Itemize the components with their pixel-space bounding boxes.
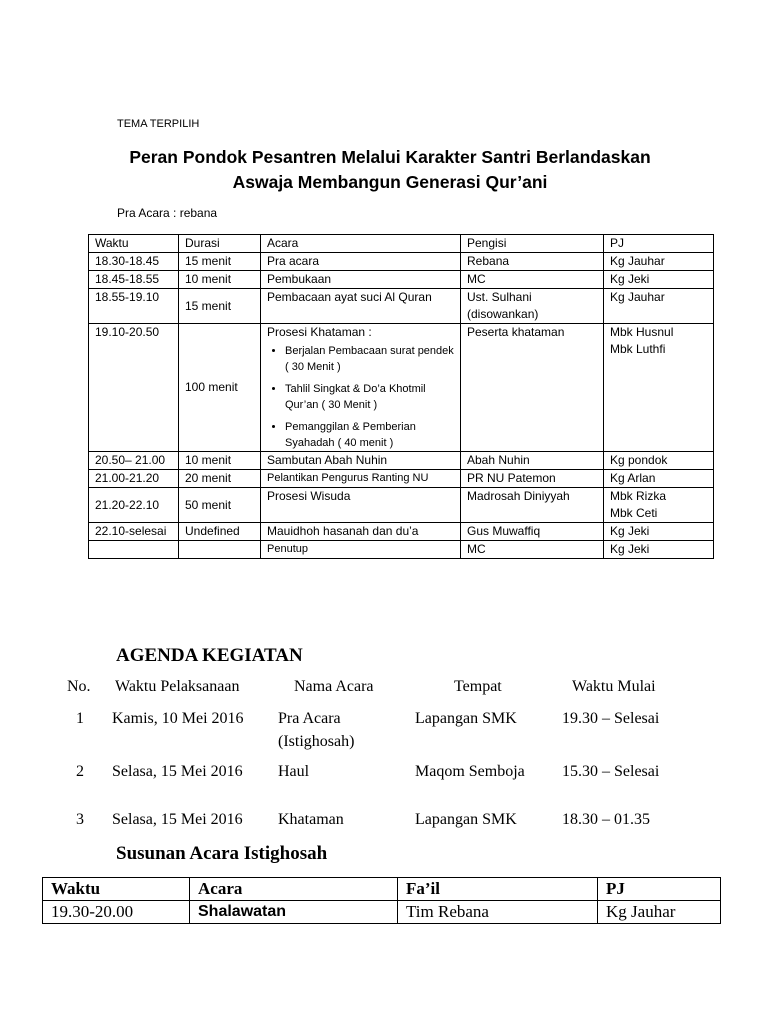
header-cell: Pengisi — [461, 235, 604, 253]
agenda-header-acara: Nama Acara — [294, 678, 374, 695]
table-row — [89, 523, 714, 541]
table-row — [89, 324, 714, 452]
acara-cell: Pra acara — [261, 253, 461, 271]
pengisi-name: Ust. Sulhani — [467, 290, 532, 304]
theme-label: TEMA TERPILIH — [117, 118, 200, 130]
pj-cell: Kg Jauhar — [598, 901, 721, 924]
pre-event-note: Pra Acara : rebana — [117, 206, 218, 220]
durasi-cell: 20 menit — [179, 470, 261, 488]
table-header-row — [89, 235, 714, 253]
pengisi-cell: MC — [461, 271, 604, 289]
waktu-cell: 18.45-18.55 — [89, 271, 179, 289]
agenda-tempat: Lapangan SMK — [415, 710, 517, 727]
durasi-cell: 50 menit — [179, 488, 261, 523]
agenda-waktu: Kamis, 10 Mei 2016 — [112, 710, 244, 727]
pj-cell: Kg Jauhar — [604, 289, 714, 324]
table-row — [89, 271, 714, 289]
pj-name: Mbk Ceti — [610, 506, 658, 520]
bullet-list — [267, 343, 454, 451]
list-item: • Pemanggilan & Pemberian Syahadah ( 40 menit ) — [285, 419, 454, 451]
pengisi-cell: Madrosah Diniyyah — [461, 488, 604, 523]
durasi-cell: 10 menit — [179, 452, 261, 470]
table-row — [89, 470, 714, 488]
pengisi-cell — [461, 289, 604, 324]
agenda-no: 1 — [76, 710, 84, 727]
waktu-cell: 19.30-20.00 — [43, 901, 190, 924]
acara-cell — [261, 324, 461, 452]
agenda-header-tempat: Tempat — [454, 678, 502, 695]
agenda-tempat: Lapangan SMK — [415, 811, 517, 828]
waktu-cell: 21.20-22.10 — [89, 488, 179, 523]
agenda-no: 3 — [76, 811, 84, 828]
pj-cell: Kg Arlan — [604, 470, 714, 488]
durasi-cell: Undefined — [179, 523, 261, 541]
agenda-header-mulai: Waktu Mulai — [572, 678, 656, 695]
waktu-cell: 19.10-20.50 — [89, 324, 179, 452]
table-row — [89, 541, 714, 559]
agenda-waktu: Selasa, 15 Mei 2016 — [112, 763, 243, 780]
agenda-acara: Haul — [278, 763, 310, 780]
header-cell: Waktu — [43, 878, 190, 901]
header-cell: PJ — [604, 235, 714, 253]
istighosah-table — [42, 877, 721, 924]
pj-cell — [604, 488, 714, 523]
agenda-waktu: Selasa, 15 Mei 2016 — [112, 811, 243, 828]
table-header-row — [43, 878, 721, 901]
waktu-cell: 20.50– 21.00 — [89, 452, 179, 470]
acara-cell: Prosesi Wisuda — [261, 488, 461, 523]
acara-cell: Pembukaan — [261, 271, 461, 289]
pj-cell — [604, 324, 714, 452]
agenda-mulai: 15.30 – Selesai — [562, 763, 660, 780]
pengisi-cell: Rebana — [461, 253, 604, 271]
waktu-cell: 21.00-21.20 — [89, 470, 179, 488]
pengisi-cell: Gus Muwaffiq — [461, 523, 604, 541]
acara-cell: Shalawatan — [190, 901, 398, 924]
pj-cell: Kg Jeki — [604, 523, 714, 541]
header-cell: Fa’il — [398, 878, 598, 901]
pj-cell: Kg Jeki — [604, 271, 714, 289]
acara-cell: Sambutan Abah Nuhin — [261, 452, 461, 470]
acara-heading: Prosesi Khataman : — [267, 325, 372, 339]
pj-cell: Kg Jauhar — [604, 253, 714, 271]
agenda-heading: AGENDA KEGIATAN — [116, 645, 303, 666]
acara-cell: Pelantikan Pengurus Ranting NU — [261, 470, 461, 488]
title-line-1: Peran Pondok Pesantren Melalui Karakter Santri Berlandaskan — [129, 147, 651, 167]
durasi-cell — [179, 541, 261, 559]
agenda-mulai: 19.30 – Selesai — [562, 710, 660, 727]
table-row — [89, 289, 714, 324]
pj-cell: Kg Jeki — [604, 541, 714, 559]
list-item: • Berjalan Pembacaan surat pendek ( 30 Menit ) — [285, 343, 454, 375]
agenda-mulai: 18.30 – 01.35 — [562, 811, 650, 828]
acara-cell: Penutup — [261, 541, 461, 559]
header-cell: Acara — [261, 235, 461, 253]
header-cell: Waktu — [89, 235, 179, 253]
agenda-header-waktu: Waktu Pelaksanaan — [115, 678, 240, 695]
istighosah-heading: Susunan Acara Istighosah — [116, 843, 328, 864]
durasi-cell: 15 menit — [179, 253, 261, 271]
acara-cell: Mauidhoh hasanah dan du’a — [261, 523, 461, 541]
durasi-cell: 10 menit — [179, 271, 261, 289]
pj-name: Mbk Luthfi — [610, 342, 666, 356]
pengisi-cell: Abah Nuhin — [461, 452, 604, 470]
agenda-tempat: Maqom Semboja — [415, 763, 525, 780]
agenda-acara: Pra Acara — [278, 710, 341, 727]
title-line-2: Aswaja Membangun Generasi Qur’ani — [232, 172, 548, 192]
table-row — [43, 901, 721, 924]
agenda-acara: Khataman — [278, 811, 344, 828]
schedule-table — [88, 234, 714, 559]
durasi-cell: 100 menit — [179, 324, 261, 452]
pj-name: Mbk Rizka — [610, 489, 667, 503]
list-item: • Tahlil Singkat & Do’a Khotmil Qur’an ( 30 Menit ) — [285, 381, 454, 413]
table-row — [89, 253, 714, 271]
waktu-cell: 22.10-selesai — [89, 523, 179, 541]
pengisi-cell: MC — [461, 541, 604, 559]
durasi-cell: 15 menit — [179, 289, 261, 324]
acara-cell: Pembacaan ayat suci Al Quran — [261, 289, 461, 324]
pengisi-cell: Peserta khataman — [461, 324, 604, 452]
header-cell: PJ — [598, 878, 721, 901]
table-row — [89, 452, 714, 470]
pj-name: Mbk Husnul — [610, 325, 674, 339]
pengisi-note: (disowankan) — [467, 307, 539, 321]
document-title — [90, 145, 690, 195]
agenda-acara-detail: (Istighosah) — [278, 733, 355, 750]
waktu-cell: 18.55-19.10 — [89, 289, 179, 324]
header-cell: Acara — [190, 878, 398, 901]
header-cell: Durasi — [179, 235, 261, 253]
agenda-no: 2 — [76, 763, 84, 780]
waktu-cell — [89, 541, 179, 559]
waktu-cell: 18.30-18.45 — [89, 253, 179, 271]
pj-cell: Kg pondok — [604, 452, 714, 470]
fail-cell: Tim Rebana — [398, 901, 598, 924]
table-row — [89, 488, 714, 523]
pengisi-cell: PR NU Patemon — [461, 470, 604, 488]
agenda-header-no: No. — [67, 678, 91, 695]
